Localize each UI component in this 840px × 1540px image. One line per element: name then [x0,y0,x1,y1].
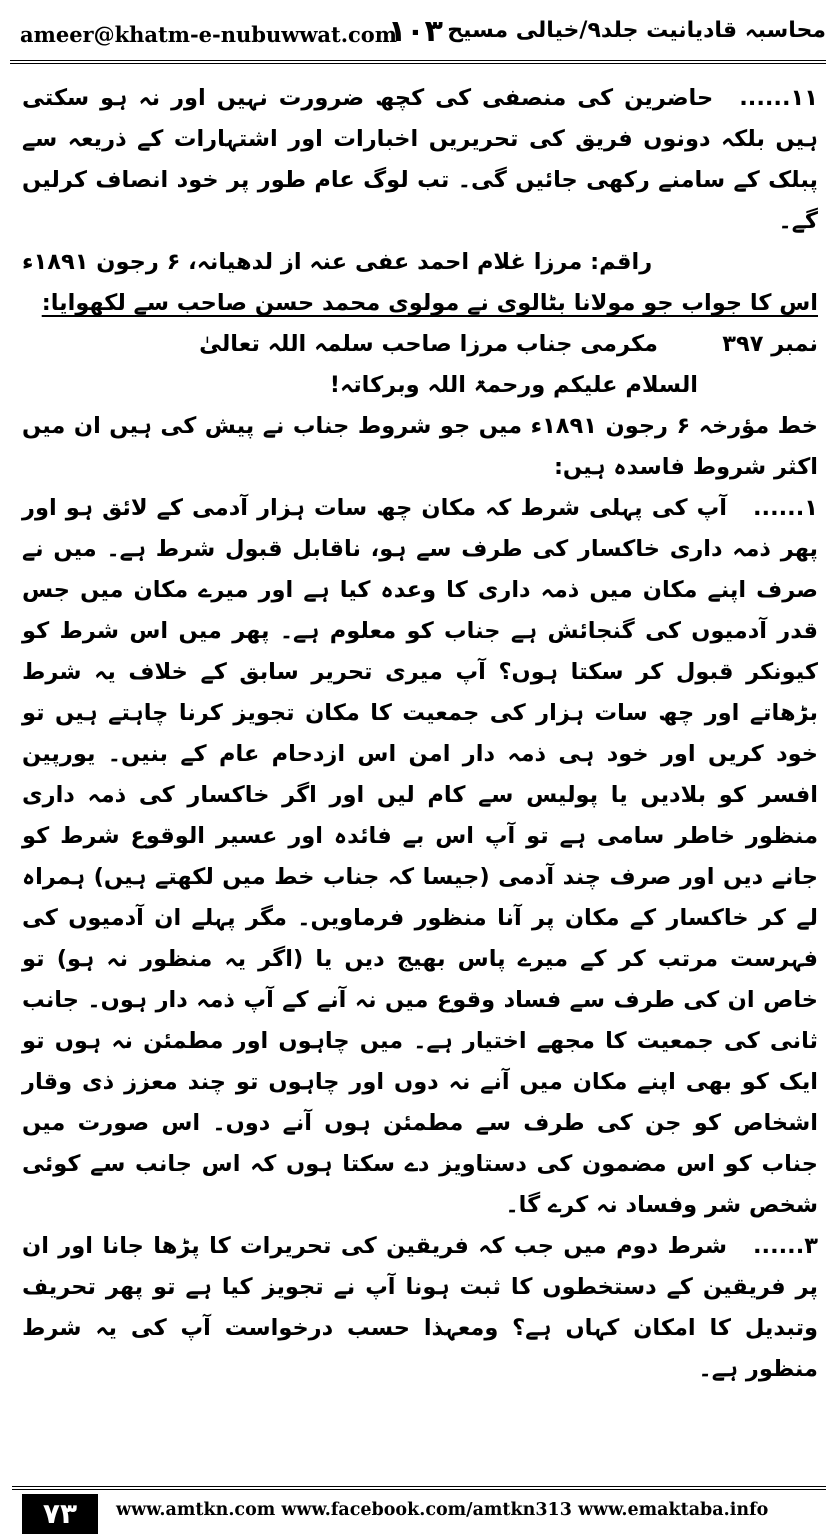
paragraph-number: ۱...... [752,495,818,521]
page-number: ۱۰۳ [388,14,443,49]
footer-bar [12,1486,826,1534]
paragraph-text: حاضرین کی منصفی کی کچھ ضرورت نہیں اور نہ ہو سکتی ہیں بلکہ دونوں فریق کی تحریریں اخبارات اور اشتہارات کے ذریعہ سے پبلک کے سامنے رکھی جائیں گی۔ تب لوگ عام طور پر خود انصاف کرلیں گے۔ [22,85,818,234]
address-line: مکرمی جناب مرزا صاحب سلمہ اللہ تعالیٰ [199,331,658,357]
signature: راقم: مرزا غلام احمد عفی عنہ از لدھیانہ، ۶ رجون ۱۸۹۱ء [22,249,653,275]
running-head: محاسبہ قادیانیت جلد۹/خیالی مسیح [447,18,826,43]
footer-urls: www.amtkn.com www.facebook.com/amtkn313 www.emaktaba.info [116,1500,769,1520]
intro-paragraph: خط مؤرخہ ۶ رجون ۱۸۹۱ء میں جو شروط جناب نے پیش کی ہیں ان میں اکثر شروط فاسدہ ہیں: [22,413,818,480]
footer-badge: ۷۳ [22,1494,98,1534]
letter-header [22,324,818,365]
paragraph-11 [22,78,818,242]
signature-line [22,242,818,283]
header-email: ameer@khatm-e-nubuwwat.com [20,22,398,47]
paragraph-text: شرط دوم میں جب کہ فریقین کی تحریرات کا پڑھا جانا اور ان پر فریقین کے دستخطوں کا ثبت ہونا آپ نے تجویز کیا ہے تو پھر تحریف وتبدیل کا امکان کہاں ہے؟ ومعہذا حسب درخواست آپ کی یہ شرط منظور ہے۔ [22,1233,818,1382]
page-footer [0,1470,840,1540]
paragraph-number: ۳...... [752,1233,818,1259]
paragraph-number: ۱۱...... [739,85,818,111]
reply-heading: اس کا جواب جو مولانا بٹالوی نے مولوی محمد حسن صاحب سے لکھوایا: [41,290,818,316]
salutation: السلام علیکم ورحمۃ اللہ وبرکاتہ! [329,372,698,398]
letter-number: نمبر ۳۹۷ [722,331,818,357]
paragraph-3 [22,1226,818,1390]
paragraph-1 [22,488,818,1226]
page-body [22,78,818,1460]
paragraph-text: آپ کی پہلی شرط کہ مکان چھ سات ہزار آدمی کے لائق ہو اور پھر ذمہ داری خاکسار کی طرف سے ہو، ناقابل قبول شرط ہے۔ میں نے صرف اپنے مکان میں ذمہ داری کا وعدہ کیا ہے اور میرے مکان میں جس قدر آدمیوں کی گنجائش ہے جناب کو معلوم ہے۔ پھر میں اس شرط کو کیونکر قبول کر سکتا ہوں؟ آپ میری تحریر سابق کے خلاف یہ شرط بڑھاتے اور چھ سات ہزار کی جمعیت کا مکان تجویز کرنا چاہتے ہیں تو خود کریں اور خود ہی ذمہ دار امن اس ازدحام عام کے بنیں۔ یورپین افسر کو بلادیں یا پولیس سے کام لیں اور اگر خاکسار کی ذمہ داری منظور خاطر سامی ہے تو آپ اس بے فائدہ اور عسیر الوقوع شرط کو جانے دیں اور صرف چند آدمی (جیسا کہ جناب خط میں لکھتے ہیں) ہمراہ لے کر خاکسار کے مکان پر آنا منظور فرماویں۔ مگر پہلے ان آدمیوں کی فہرست مرتب کر کے میرے پاس بھیج دیں یا (اگر یہ منظور نہ ہو) تو خاص ان کی طرف سے فساد وقوع میں نہ آنے کے آپ ذمہ دار ہوں۔ جانب ثانی کی جمعیت کا مجھے اختیار ہے۔ میں چاہوں اور مطمئن نہ ہوں تو ایک کو بھی اپنے مکان میں آنے نہ دوں اور چاہوں تو چند معزز ذی وقار اشخاص کو جن کی طرف سے مطمئن ہوں آنے دوں۔ اس صورت میں جناب کو اس مضمون کی دستاویز دے سکتا ہوں کہ اس جانب سے کوئی شخص شر وفساد نہ کرے گا۔ [22,495,818,1218]
page-header [10,10,826,64]
